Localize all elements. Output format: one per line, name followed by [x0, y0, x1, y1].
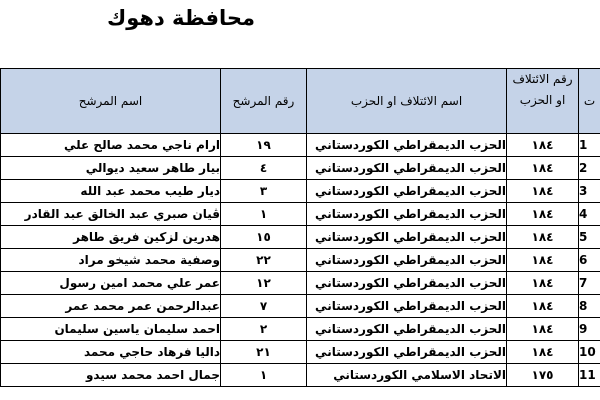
header-coalition-number: رقم الائتلاف او الحزب: [507, 69, 579, 134]
table-row: [1, 180, 600, 203]
candidate-number-cell: ١: [221, 364, 307, 387]
coalition-number-cell: ١٨٤: [507, 157, 579, 180]
coalition-number-cell: ١٨٤: [507, 341, 579, 364]
candidate-number-cell: ٢١: [221, 341, 307, 364]
table-row: [1, 226, 600, 249]
candidate-name-cell: احمد سليمان ياسين سليمان: [1, 318, 221, 341]
coalition-number-cell: ١٨٤: [507, 226, 579, 249]
seq-cell: 4: [579, 203, 600, 226]
table-row: [1, 272, 600, 295]
party-name-cell: الحزب الديمقراطي الكوردستاني: [307, 226, 507, 249]
coalition-number-cell: ١٨٤: [507, 134, 579, 157]
seq-cell: 10: [579, 341, 600, 364]
table-row: [1, 295, 600, 318]
table-row: [1, 203, 600, 226]
candidate-name-cell: جمال احمد محمد سيدو: [1, 364, 221, 387]
candidate-number-cell: ٢٢: [221, 249, 307, 272]
candidate-number-cell: ١٢: [221, 272, 307, 295]
header-candidate-name: اسم المرشح: [1, 69, 221, 134]
coalition-number-cell: ١٨٤: [507, 295, 579, 318]
candidate-name-cell: هدرين لزكين فريق طاهر: [1, 226, 221, 249]
coalition-number-cell: ١٧٥: [507, 364, 579, 387]
seq-cell: 6: [579, 249, 600, 272]
candidate-name-cell: عمر علي محمد امين رسول: [1, 272, 221, 295]
table-row: [1, 157, 600, 180]
coalition-number-cell: ١٨٤: [507, 318, 579, 341]
seq-cell: 7: [579, 272, 600, 295]
candidate-number-cell: ١٩: [221, 134, 307, 157]
seq-cell: 2: [579, 157, 600, 180]
candidate-number-cell: ٤: [221, 157, 307, 180]
candidate-number-cell: ١٥: [221, 226, 307, 249]
header-candidate-number: رقم المرشح: [221, 69, 307, 134]
party-name-cell: الحزب الديمقراطي الكوردستاني: [307, 180, 507, 203]
coalition-number-cell: ١٨٤: [507, 272, 579, 295]
table-row: [1, 364, 600, 387]
candidate-number-cell: ٢: [221, 318, 307, 341]
candidate-name-cell: بيار طاهر سعيد ديوالي: [1, 157, 221, 180]
candidate-number-cell: ٣: [221, 180, 307, 203]
table-row: [1, 249, 600, 272]
header-coalition-name: اسم الائتلاف او الحزب: [307, 69, 507, 134]
table-header-row: [1, 69, 600, 134]
table-row: [1, 318, 600, 341]
table-row: [1, 134, 600, 157]
party-name-cell: الحزب الديمقراطي الكوردستاني: [307, 203, 507, 226]
seq-cell: 3: [579, 180, 600, 203]
party-name-cell: الحزب الديمقراطي الكوردستاني: [307, 249, 507, 272]
candidate-name-cell: عبدالرحمن عمر محمد عمر: [1, 295, 221, 318]
seq-cell: 11: [579, 364, 600, 387]
party-name-cell: الاتحاد الاسلامي الكوردستاني: [307, 364, 507, 387]
candidate-name-cell: ڤيان صبري عبد الخالق عبد القادر: [1, 203, 221, 226]
candidate-name-cell: ديار طيب محمد عبد الله: [1, 180, 221, 203]
candidate-name-cell: وصفية محمد شيخو مراد: [1, 249, 221, 272]
coalition-number-cell: ١٨٤: [507, 203, 579, 226]
seq-cell: 9: [579, 318, 600, 341]
candidate-number-cell: ٧: [221, 295, 307, 318]
candidates-table: [0, 68, 600, 387]
party-name-cell: الحزب الديمقراطي الكوردستاني: [307, 157, 507, 180]
candidate-name-cell: داليا فرهاد حاجي محمد: [1, 341, 221, 364]
party-name-cell: الحزب الديمقراطي الكوردستاني: [307, 318, 507, 341]
seq-cell: 5: [579, 226, 600, 249]
coalition-number-cell: ١٨٤: [507, 180, 579, 203]
candidate-number-cell: ١: [221, 203, 307, 226]
seq-cell: 1: [579, 134, 600, 157]
party-name-cell: الحزب الديمقراطي الكوردستاني: [307, 272, 507, 295]
table-row: [1, 341, 600, 364]
header-seq: ت: [579, 69, 600, 134]
page-title: محافظة دهوك: [106, 6, 255, 30]
party-name-cell: الحزب الديمقراطي الكوردستاني: [307, 341, 507, 364]
party-name-cell: الحزب الديمقراطي الكوردستاني: [307, 134, 507, 157]
coalition-number-cell: ١٨٤: [507, 249, 579, 272]
party-name-cell: الحزب الديمقراطي الكوردستاني: [307, 295, 507, 318]
candidate-name-cell: ارام ناجي محمد صالح علي: [1, 134, 221, 157]
seq-cell: 8: [579, 295, 600, 318]
